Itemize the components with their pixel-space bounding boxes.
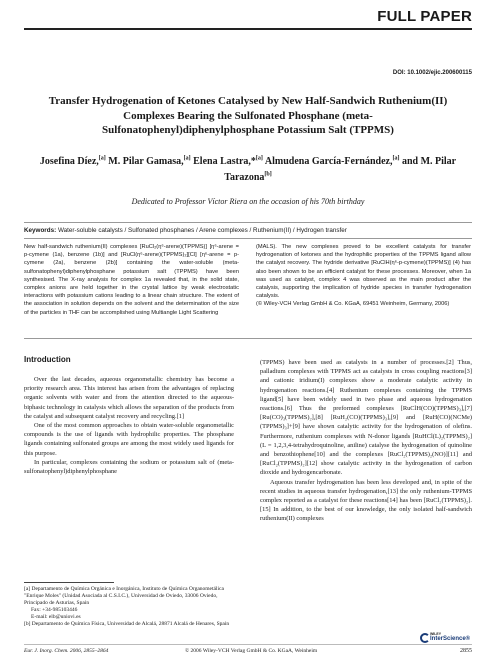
author-list bbox=[30, 153, 466, 185]
section-heading: Introduction bbox=[24, 355, 71, 364]
logo-main-text: InterScience® bbox=[430, 636, 471, 642]
doi: DOI: 10.1002/ejic.200600115 bbox=[392, 70, 472, 76]
page-number: 2855 bbox=[460, 648, 472, 654]
keywords-text: Water-soluble catalysts / Sulfonated phosphanes / Arene complexes / Ruthenium(II) / Hydrogen transfer bbox=[56, 227, 347, 234]
footnote: [a] Departamento de Química Orgánica e Inorgánica, Instituto de Química Organometálica "Enrique Moles" (Unidad Asociada al C.S.I.C.), Universidad de Oviedo, 33006 Oviedo, Principado de Asturias, Spain bbox=[24, 586, 224, 606]
divider bbox=[24, 338, 472, 339]
abstract-paragraph: New half-sandwich ruthenium(II) complexes [RuCl₂(η⁶-arene)(TPPMS)] [η⁶-arene = p-cymene (1a), benzene (1b)] and [RuCl(η⁶-arene)(TPPMS)₂][Cl] [η⁶-arene = p-cymene (2a), benzene (2b)] containing the water-soluble (meta-sulfonatophenyl)diphenylphosphane potassium salt (TPPMS) have been synthesised. The X-ray analysis for complex 1a revealed that, in the solid state, complex anions are held together in the crystal lattice by weak electrostatic interactions with potassium cations leading to a linear chain structure. The extent of the association in solution depends on the solvent and the determination of the size of the particles in THF can be accomplished using Multiangle Light Scattering bbox=[24, 244, 239, 316]
footnotes bbox=[24, 586, 239, 628]
footer-divider bbox=[24, 644, 472, 645]
body-paragraph: In particular, complexes containing the sodium or potassium salt of (meta-sulfonatophenyl)diphenylphosphane bbox=[24, 458, 234, 476]
logo-top-text: WILEY bbox=[430, 632, 442, 636]
abstract-paragraph: (MALS). The new complexes proved to be excellent catalysts for transfer hydrogenation of ketones and the hydrophilic properties of the TPPMS ligand allow the catalyst recovery. The hydride derivative [RuClH(η⁶-p-cymene)(TPPMS)] (4) has also been shown to be an efficient catalyst for these processes. Moreover, when 1a was used as catalyst, complex 4 was observed as the main product after the catalysis, supporting the implication of hydride species in transfer hydrogenation catalysis. bbox=[256, 244, 471, 300]
author: M. Pilar Gamasa,[a] bbox=[105, 156, 191, 168]
body-paragraph: One of the most common approaches to obtain water-soluble organometallic compounds is the use of ligands with hydrophilic properties. The phosphane ligands containing sulfonated groups are among the most widely used ligands for this purpose. bbox=[24, 422, 234, 457]
swirl-icon bbox=[420, 633, 430, 643]
abstract-right bbox=[256, 243, 471, 309]
footnote: Fax: +34-985103446 bbox=[31, 607, 78, 613]
author: Elena Lastra,*[a] bbox=[190, 156, 263, 168]
abstract-left bbox=[24, 243, 239, 317]
divider bbox=[24, 222, 472, 223]
body-paragraph: Aqueous transfer hydrogenation has been less developed and, in spite of the recent studies in aqueous transfer hydrogenation,[13] the only ruthenium-TPPMS complex reported as a catalyst for these reactions[14] has been [RuCl₂(TPPMS)₂].[15] In addition, to the best of our knowledge, the only isolated half-sandwich ruthenium(II) complexes bbox=[260, 478, 472, 523]
footnote: E-mail: elb@uniovi.es bbox=[31, 614, 81, 620]
author: and M. Pilar Tarazona[b] bbox=[224, 156, 457, 184]
body-paragraph: (TPPMS) have been used as catalysts in a number of processes.[2] Thus, palladium complexes with TPPMS act as catalysts in cross coupling reactions[3] and cationic iridium(I) complexes show a moderate catalytic activity in hydrogenation reactions.[4] Ruthenium complexes containing the TPPMS ligand[5] have been widely used in two phase and aqueous hydrogenation reactions.[6] Thus the preformed complexes [RuClH(CO)(TPPMS)₃],[7] [Ru(CO)₃(TPPMS)₂],[8] [RuH₂(CO)(TPPMS)₃],[9] and [RuH(CO)(NCMe)(TPPMS)₃]+[9] have shown catalytic activity for the hydrogenation of olefins. Furthermore, ruthenium complexes with N-donor ligands [RuHCl(L)₂(TPPMS)₂] (L = 1,2,3,4-tetrahydroquinoline, aniline) catalyse the hydrogenation of quinoline and benzothiophene[10] and the complexes [RuCl₂(TPPMS)₂(NO)][11] and [RuCl₂(TPPMS)₂][12] show catalytic activity in the hydrogenation of carbon dioxide and hydrogencarbonate. bbox=[260, 359, 472, 477]
abstract-copyright: (© Wiley-VCH Verlag GmbH & Co. KGaA, 69451 Weinheim, Germany, 2006) bbox=[256, 301, 450, 308]
footnote: [b] Departamento de Química Física, Universidad de Alcalá, 28871 Alcalá de Henares, Spain bbox=[24, 621, 230, 627]
article-title: Transfer Hydrogenation of Ketones Catalysed by New Half-Sandwich Ruthenium(II) Complexes Bearing the Sulfonated Phosphane (meta-Sulfonatophenyl)diphenylphosphane Potassium Salt (TPPMS) bbox=[48, 95, 448, 136]
section-label: FULL PAPER bbox=[377, 8, 472, 25]
interscience-logo bbox=[420, 632, 471, 646]
author: Josefina Díez,[a] bbox=[39, 156, 106, 168]
dedication: Dedicated to Professor Víctor Riera on the occasion of his 70th birthday bbox=[131, 197, 365, 206]
header-bar bbox=[24, 6, 472, 30]
divider bbox=[24, 238, 472, 239]
body-column-right bbox=[260, 358, 472, 524]
footer-copyright: © 2006 Wiley-VCH Verlag GmbH & Co. KGaA, Weinheim bbox=[185, 648, 318, 654]
body-column-left bbox=[24, 375, 234, 476]
keywords bbox=[24, 227, 472, 234]
journal-citation: Eur. J. Inorg. Chem. 2006, 2855–2864 bbox=[24, 648, 109, 654]
author: Almudena García-Fernández,[a] bbox=[262, 156, 400, 168]
footnote-divider bbox=[24, 582, 114, 583]
keywords-label: Keywords: bbox=[24, 227, 57, 234]
body-paragraph: Over the last decades, aqueous organometallic chemistry has become a priority research area. This interest has arisen from the advantages of replacing organic solvents with water and from the attention directed to the aqueous-biphasic technology in catalysis which allows the separation of the products from the catalyst and subsequent catalyst recovery and recycling.[1] bbox=[24, 376, 234, 420]
